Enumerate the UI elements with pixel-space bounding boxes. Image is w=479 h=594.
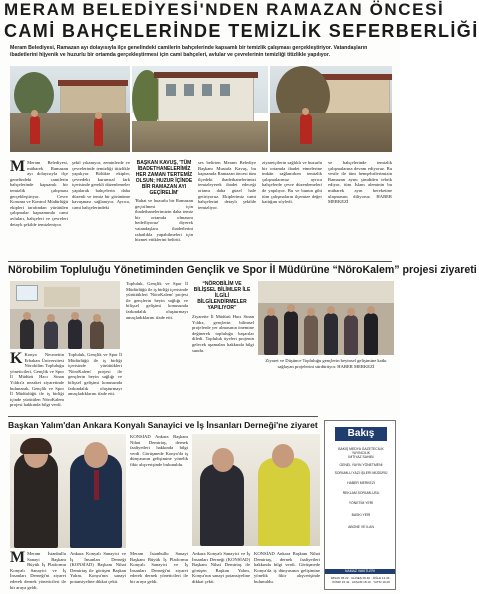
- article1-photo-center: [132, 66, 268, 152]
- article3-column-6: KONSİAD Ankara Başkanı Nihat Demirtaş, dernek faaliyetleri hakkında bilgi verdi. Görüşmede Konya'da iş dünyasının gelişimine yönelik fikir alışverişinde bulunuldu.: [254, 551, 320, 584]
- article3-column-3: Ankara Konyalı Sanayici ve İş İnsanları Derneği (KONSİAD) Başkanı Nihat Demirtaş ile görüşen Başkan Yalım, Konya'nın sanayi potansiyeline dikkat çekti.: [70, 551, 126, 584]
- prayer-times-header: NAMAZ VAKİTLERİ: [325, 569, 395, 574]
- article2-column-1: K Konya Necmettin Erbakan Üniversitesi Nörobilim Topluluğu yöneticileri, Gençlik ve Spor İl Müdürü Hacı Sinan Yıldız'a nezaket ziyaretinde bulunarak, Gençlik ve Spor İl Müdürlüğü ile iş birliği içinde yürütülen NöroKalem projesi hakkında bilgi verdi.: [10, 350, 64, 408]
- divider: [8, 261, 392, 262]
- masthead-box: [324, 420, 396, 590]
- imprint-line: SORUMLU YAZI İŞLERİ MÜDÜRÜ: [334, 471, 388, 475]
- article1-column-5: ziyaretçilerin sağlıklı ve huzurlu bir ortamda ibadet etmelerine imkân sağlanırken temizlik çalışmalarımız ayrıca bahçelerde çevre düzenlemeleri de yapılıyor. Bu ve bunun gibi tüm çalışmaların ilçemize değer kattığını söyledi.: [262, 160, 322, 205]
- article3-photo: [10, 434, 126, 548]
- imprint-line: BAKIŞ MEDYA GAZETECİLİK YAYINCILIK: [338, 447, 384, 456]
- article3-column-1: KONSİAD Ankara Başkanı Nihat Demirtaş, dernek faaliyetleri hakkında bilgi verdi. Görüşmede Konya'da iş dünyasının gelişimine yönelik fikir alışverişinde bulunuldu.: [130, 434, 188, 467]
- article1-column-4: ses belirten Meram Belediye Başkanı Mustafa Kavuş, bu kapsamda Ramazan öncesi tüm ilçedeki ibadethanelerimizi temizleyerek ibadet edeceği ortamı daha güzel hale getiriyoruz. Ekiplerimiz cami bahçelerini detaylı şekilde temizliyor.: [198, 160, 256, 210]
- imprint-line: YÖNETİM YERİ: [348, 501, 374, 505]
- article3-photo-right: [192, 434, 320, 546]
- article3-column-4: Meram İstanbullu Sanayi Başkanı Büyük İş Platformu Konyalı Sanayici ve İş İnsanları Derneği'ni ziyaret ederek dernek yöneticileri ile bir araya geldi.: [130, 551, 188, 584]
- prayer-times: İMSAK 05.22 · GÜNEŞ 06.46 · ÖĞLE 12.33 · İKİNDİ 15.42 · AKŞAM 18.10 · YATSI 19.29: [330, 576, 392, 585]
- imprint-line: ABONE VE İLAN: [348, 525, 374, 529]
- dropcap: M: [10, 549, 26, 566]
- article2-headline: Nörobilim Topluluğu Yönetiminden Gençlik ve Spor İl Müdürüne “NöroKalem” projesi ziyareti: [8, 264, 477, 276]
- article3-column-5: Ankara Konyalı Sanayici ve İş İnsanları Derneği (KONSİAD) Başkanı Nihat Demirtaş ile görüşen Başkan Yalım, Konya'nın sanayi potansiyeline dikkat çekti.: [192, 551, 250, 584]
- imprint-line: REKLAM SORUMLUSU: [342, 491, 380, 495]
- article1-column-6: ve bahçelerinde temizlik çalışmalarına devam ediyoruz. Bu vesile ile tüm hemşehrilerimizin Ramazan ayını şimdiden tebrik ediyor, tüm İslam aleminin bu mübarek ayın bereketine ulaşmasını diliyoruz. HABER MERKEZİ: [328, 160, 392, 205]
- article2-column-1b: Topluluk, Gençlik ve Spor İl Müdürlüğü ile iş birliği içerisinde yürüttükleri 'NöroKalem' projesi ile gençlerin beyin sağlığı ve bilişsel gelişimi konusunda farkındalık oluşturmayı amaçladıklarını ifade etti.: [68, 352, 122, 397]
- article1-lead: Meram Belediyesi, Ramazan ayı dolayısıyla ilçe genelindeki camilerin bahçelerinde kapsamlı bir temizlik çalışması gerçekleştiriyor. Vatandaşların ibadetlerini hijyenik ve huzurlu bir ortamda gerçekleştirmesi için cami bahçeleri, avlular ve çevrelerinin temizliği titizlikle yapılıyor.: [10, 45, 368, 58]
- article3-headline: Başkan Yalım'dan Ankara Konyalı Sanayici ve İş İnsanları Derneği'ne ziyaret: [8, 420, 318, 430]
- article2-pullquote: “NÖROBİLİM VE BİLİŞSEL BİLİMLER İLE İLGİLİ BİLGİLENDİRMELER YAPILIYOR”: [193, 281, 251, 311]
- article2-column-3: Ziyarette İl Müdürü Hacı Sinan Yıldız, gençlerin bilimsel projelerde yer almasının önemine değinerek topluluğa başarılar diledi. Topluluk üyeleri projenin gelecek aşamaları hakkında bilgi sundu.: [192, 314, 254, 353]
- article2-column-2: Topluluk, Gençlik ve Spor İl Müdürlüğü ile iş birliği içerisinde yürüttükleri 'NöroKalem' projesi ile gençlerin beyin sağlığı ve bilişsel gelişimi konusunda farkındalık oluşturmayı amaçladıklarını ifade etti.: [126, 281, 189, 320]
- imprint-line: BASKI YERİ: [351, 513, 371, 517]
- article1-headline-line1: MERAM BELEDİYESİ'NDEN RAMAZAN ÖNCESİ: [4, 0, 445, 19]
- article1-column-1: M Meram Belediyesi, mübarek Ramazan ayı dolayısıyla ilçe genelindeki camilerin bahçelerinde kapsamlı bir temizlik çalışması gerçekleştiriyor. Cevre Koruma ve Kontrol Müdürlüğü ekipleri tarafından yürütülen çalışmalar kapsamında cami avluları, bahçeleri ve çevreleri detaylı şekilde temizleniyor.: [10, 158, 68, 227]
- article2-photo-right: [258, 281, 394, 355]
- article3-column-2: M Meram İstanbullu Sanayi Başkanı Büyük İş Platformu Konyalı Sanayici ve İş İnsanları Derneği'ni ziyaret ederek dernek yöneticileri ile bir araya geldi.: [10, 549, 66, 590]
- dropcap: K: [10, 350, 23, 367]
- divider: [8, 416, 318, 417]
- article1-column-3: 'Rahat ve huzurlu bir Ramazan geçirilmesi için ibadethanelerimizin daha temiz bir ortamda olmasını hedefliyoruz' diyerek vatandaşlara ibadetlerini rahatlıkla yapabilmeleri için hizmet ettiklerini belirtti.: [135, 198, 193, 243]
- newspaper-logo: Bakış: [335, 427, 387, 441]
- article1-pullquote: BAŞKAN KAVUŞ, 'TÜM İBADETHANELERİMİZ HER ZAMAN TERTEMİZ OLSUN; HUZUR İÇİNDE BİR RAMAZAN AYI GEÇİRELİM': [135, 160, 193, 196]
- imprint-line: İMTİYAZ SAHİBİ: [348, 455, 374, 459]
- article1-photo-left: [10, 66, 130, 152]
- imprint-line: GENEL YAYIN YÖNETMENİ: [339, 463, 383, 467]
- imprint-line: HABER MERKEZİ: [347, 481, 375, 485]
- article2-column-4: Ziyaret ve Düşünce Topluluğu gençlerin beyinsel gelişimine katkı sağlayan projelerini sürdürüyor. HABER MERKEZİ: [265, 358, 387, 369]
- article1-column-2: şekil yıkanıyor, zeminlerde ve çevrelerinde temizliği titizlikle yapılıyor. Bölükte ekipler, çevredeki kurumsal fark içerisinde gerekli düzenlemeler yapılarak bahçelerin daha düzenli ve temiz bir görünüme kavuşması sağlanıyor. Ayrıca, cami bahçelerindeki: [72, 160, 130, 210]
- article1-photo-right: [270, 66, 392, 152]
- article1-headline-line2: CAMİ BAHÇELERİNDE TEMİZLİK SEFERBERLİĞİ: [4, 21, 479, 41]
- dropcap: M: [10, 158, 26, 175]
- article2-photo-left: [10, 281, 120, 349]
